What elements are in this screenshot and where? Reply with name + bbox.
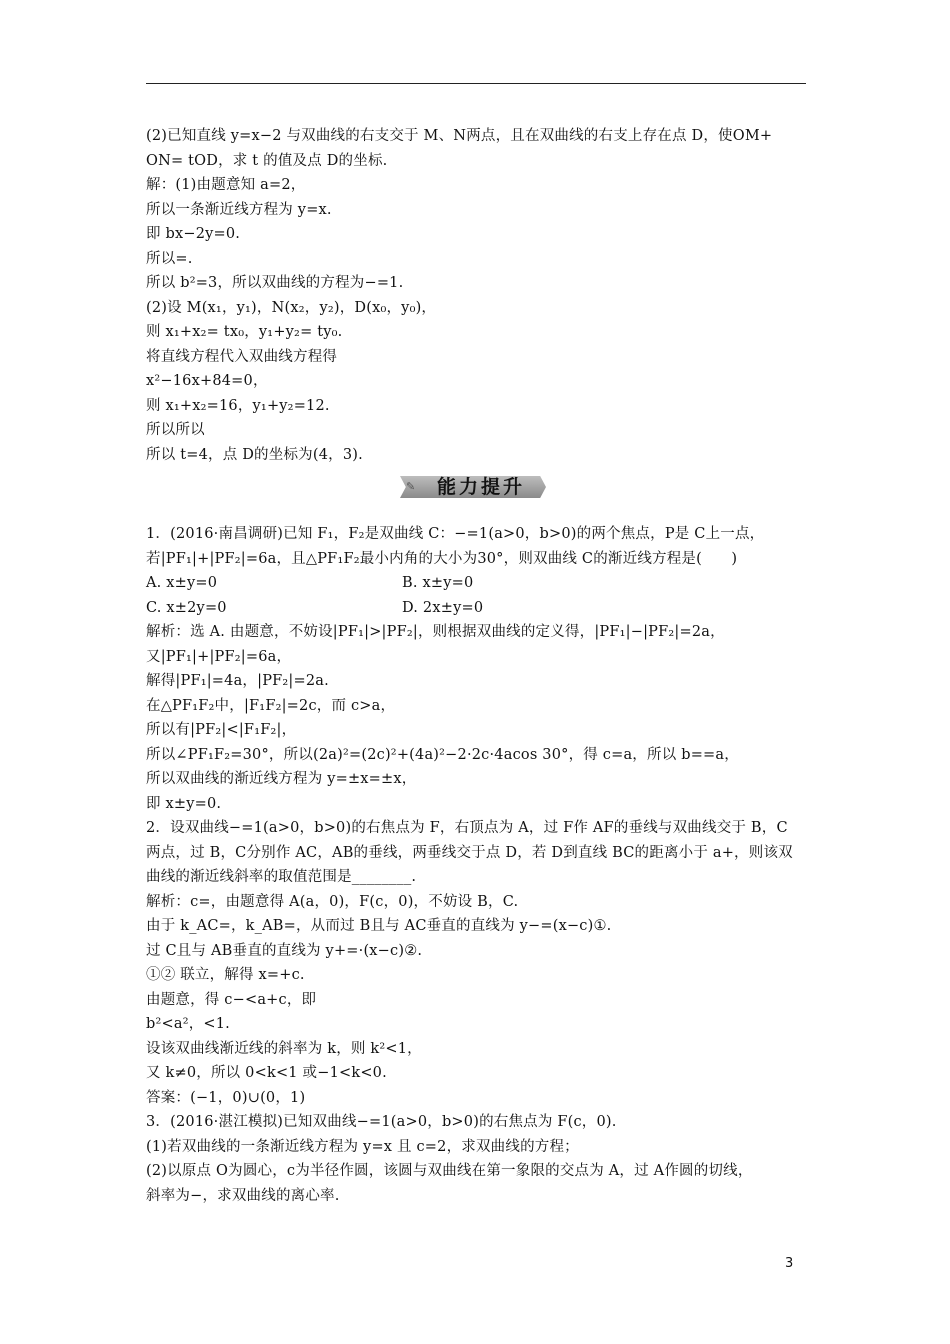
answer-option: A. x±y=0 [146,575,218,591]
text-line: (2)以原点 O为圆心，c为半径作圆，该圆与双曲线在第一象限的交点为 A，过 A作圆的切线， [146,1163,753,1179]
answer-option: C. x±2y=0 [146,599,227,616]
text-line: 又 k≠0，所以 0<k<1 或−1<k<0. [146,1065,387,1081]
top-solution-block [146,124,816,467]
text-line: 若|PF₁|+|PF₂|=6a，且△PF₁F₂最小内角的大小为30°，则双曲线 C的渐近线方程是( ) [146,550,738,567]
text-line: 由于 k_AC=，k_AB=，从而过 B且与 AC垂直的直线为 y−=(x−c)①. [146,918,612,934]
text-line: 解析：c=，由题意得 A(a，0)，F(c，0)，不妨设 B，C. [146,893,519,910]
text-line: 则 x₁+x₂=16，y₁+y₂=12. [146,397,330,414]
question-1-options [146,571,816,620]
text-line: 即 bx−2y=0. [146,226,241,242]
text-line: 2．设双曲线−=1(a>0，b>0)的右焦点为 F，右顶点为 A，过 F作 AF的垂线与双曲线交于 B，C [146,820,788,836]
text-line: x²−16x+84=0， [146,373,268,389]
pencil-icon: ✎ [406,480,416,493]
header-rule [146,83,806,84]
text-line: 由题意，得 c−<a+c，即 [146,991,317,1008]
text-line: b²<a²，<1. [146,1016,230,1032]
text-line: 解析：选 A. 由题意，不妨设|PF₁|>|PF₂|，则根据双曲线的定义得，|PF₁|−|PF₂|=2a， [146,624,725,640]
text-line: 所以双曲线的渐近线方程为 y=±x=±x， [146,771,417,787]
answer-option: B. x±y=0 [402,575,474,591]
text-line: 3．(2016·湛江模拟)已知双曲线−=1(a>0，b>0)的右焦点为 F(c，0). [146,1114,617,1130]
text-line: 曲线的渐近线斜率的取值范围是________. [146,869,417,885]
text-line: 所以 t=4，点 D的坐标为(4，3). [146,446,363,463]
text-line: 将直线方程代入双曲线方程得 [146,348,338,365]
text-line: 所以=. [146,250,193,267]
option-row [146,571,816,596]
text-line: (1)若双曲线的一条渐近线方程为 y=x 且 c=2，求双曲线的方程； [146,1138,579,1155]
text-line: 1．(2016·南昌调研)已知 F₁，F₂是双曲线 C：−=1(a>0，b>0)的两个焦点，P是 C上一点， [146,526,765,542]
text-line: 所以 b²=3，所以双曲线的方程为−=1. [146,275,404,291]
text-line: (2)设 M(x₁，y₁)，N(x₂，y₂)，D(x₀，y₀)， [146,299,437,316]
section-title: 能力提升 [436,476,525,498]
text-line: ON= tOD，求 t 的值及点 D的坐标. [146,152,388,169]
section-banner [400,472,548,502]
text-line: (2)已知直线 y=x−2 与双曲线的右支交于 M、N两点，且在双曲线的右支上存在点 D，使OM+ [146,128,773,144]
text-line: 所以有|PF₂|<|F₁F₂|， [146,722,297,738]
text-line: 两点，过 B，C分别作 AC，AB的垂线，两垂线交于点 D，若 D到直线 BC的距离小于 a+，则该双 [146,844,793,861]
text-line: ①② 联立，解得 x=+c. [146,967,305,983]
text-line: 答案：(−1，0)∪(0，1) [146,1089,306,1106]
text-line: 在△PF₁F₂中，|F₁F₂|=2c，而 c>a， [146,697,396,714]
text-line: 过 C且与 AB垂直的直线为 y+=·(x−c)②. [146,942,423,959]
solution-body-block [146,620,816,1208]
text-line: 即 x±y=0. [146,795,222,812]
text-line: 则 x₁+x₂= tx₀，y₁+y₂= ty₀. [146,324,343,340]
text-line: 又|PF₁|+|PF₂|=6a， [146,648,292,665]
text-line: 设该双曲线渐近线的斜率为 k，则 k²<1， [146,1040,422,1057]
text-line: 解得|PF₁|=4a，|PF₂|=2a. [146,673,329,689]
text-line: 斜率为−，求双曲线的离心率. [146,1187,340,1204]
page-number: 3 [785,1256,794,1271]
text-line: 所以一条渐近线方程为 y=x. [146,201,332,218]
text-line: 所以∠PF₁F₂=30°，所以(2a)²=(2c)²+(4a)²−2·2c·4acos 30°，得 c=a，所以 b==a， [146,746,739,763]
option-row [146,596,816,621]
answer-option: D. 2x±y=0 [402,599,484,616]
question-1-block [146,522,816,571]
text-line: 所以所以 [146,422,205,438]
text-line: 解：(1)由题意知 a=2， [146,177,306,193]
